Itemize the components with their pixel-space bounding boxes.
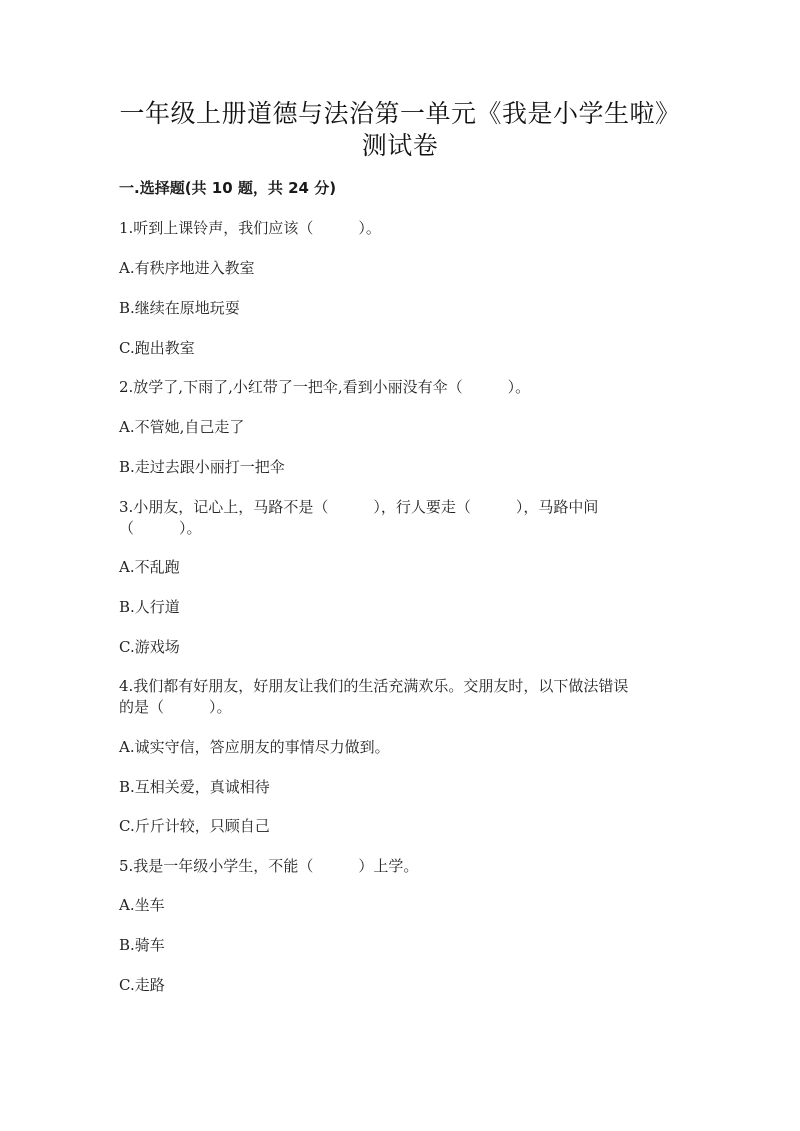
- question-4-stem-line-2: 的是（ ）。: [119, 698, 232, 716]
- question-1-stem: 1.听到上课铃声，我们应该（ ）。: [119, 219, 381, 237]
- question-4-option-b: B.互相关爱，真诚相待: [119, 778, 270, 796]
- question-5-option-c: C.走路: [119, 976, 165, 994]
- question-1-option-a: A.有秩序地进入教室: [119, 259, 255, 277]
- question-3-option-a: A.不乱跑: [119, 558, 180, 576]
- question-1-option-c: C.跑出教室: [119, 339, 195, 357]
- question-3-option-b: B.人行道: [119, 598, 180, 616]
- exam-title-line-1: 一年级上册道德与法治第一单元《我是小学生啦》: [119, 99, 681, 128]
- section-heading: 一.选择题(共 10 题，共 24 分): [119, 179, 337, 197]
- question-4-option-a: A.诚实守信，答应朋友的事情尽力做到。: [119, 738, 390, 756]
- question-2-option-b: B.走过去跟小丽打一把伞: [119, 458, 285, 476]
- question-2-option-a: A.不管她,自己走了: [119, 418, 245, 436]
- exam-title-line-2: 测试卷: [361, 131, 439, 160]
- question-3-stem-line-2: （ ）。: [119, 519, 202, 537]
- question-5-option-b: B.骑车: [119, 936, 165, 954]
- question-4-option-c: C.斤斤计较，只顾自己: [119, 817, 270, 835]
- question-5-stem: 5.我是一年级小学生，不能（ ）上学。: [119, 857, 419, 875]
- question-3-stem-line-1: 3.小朋友，记心上，马路不是（ ），行人要走（ ），马路中间: [119, 498, 599, 516]
- question-1-option-b: B.继续在原地玩耍: [119, 299, 240, 317]
- question-5-option-a: A.坐车: [119, 896, 165, 914]
- question-2-stem: 2.放学了,下雨了,小红带了一把伞,看到小丽没有伞（ ）。: [119, 378, 531, 396]
- question-3-option-c: C.游戏场: [119, 638, 180, 656]
- question-4-stem-line-1: 4.我们都有好朋友，好朋友让我们的生活充满欢乐。交朋友时，以下做法错误: [119, 677, 629, 695]
